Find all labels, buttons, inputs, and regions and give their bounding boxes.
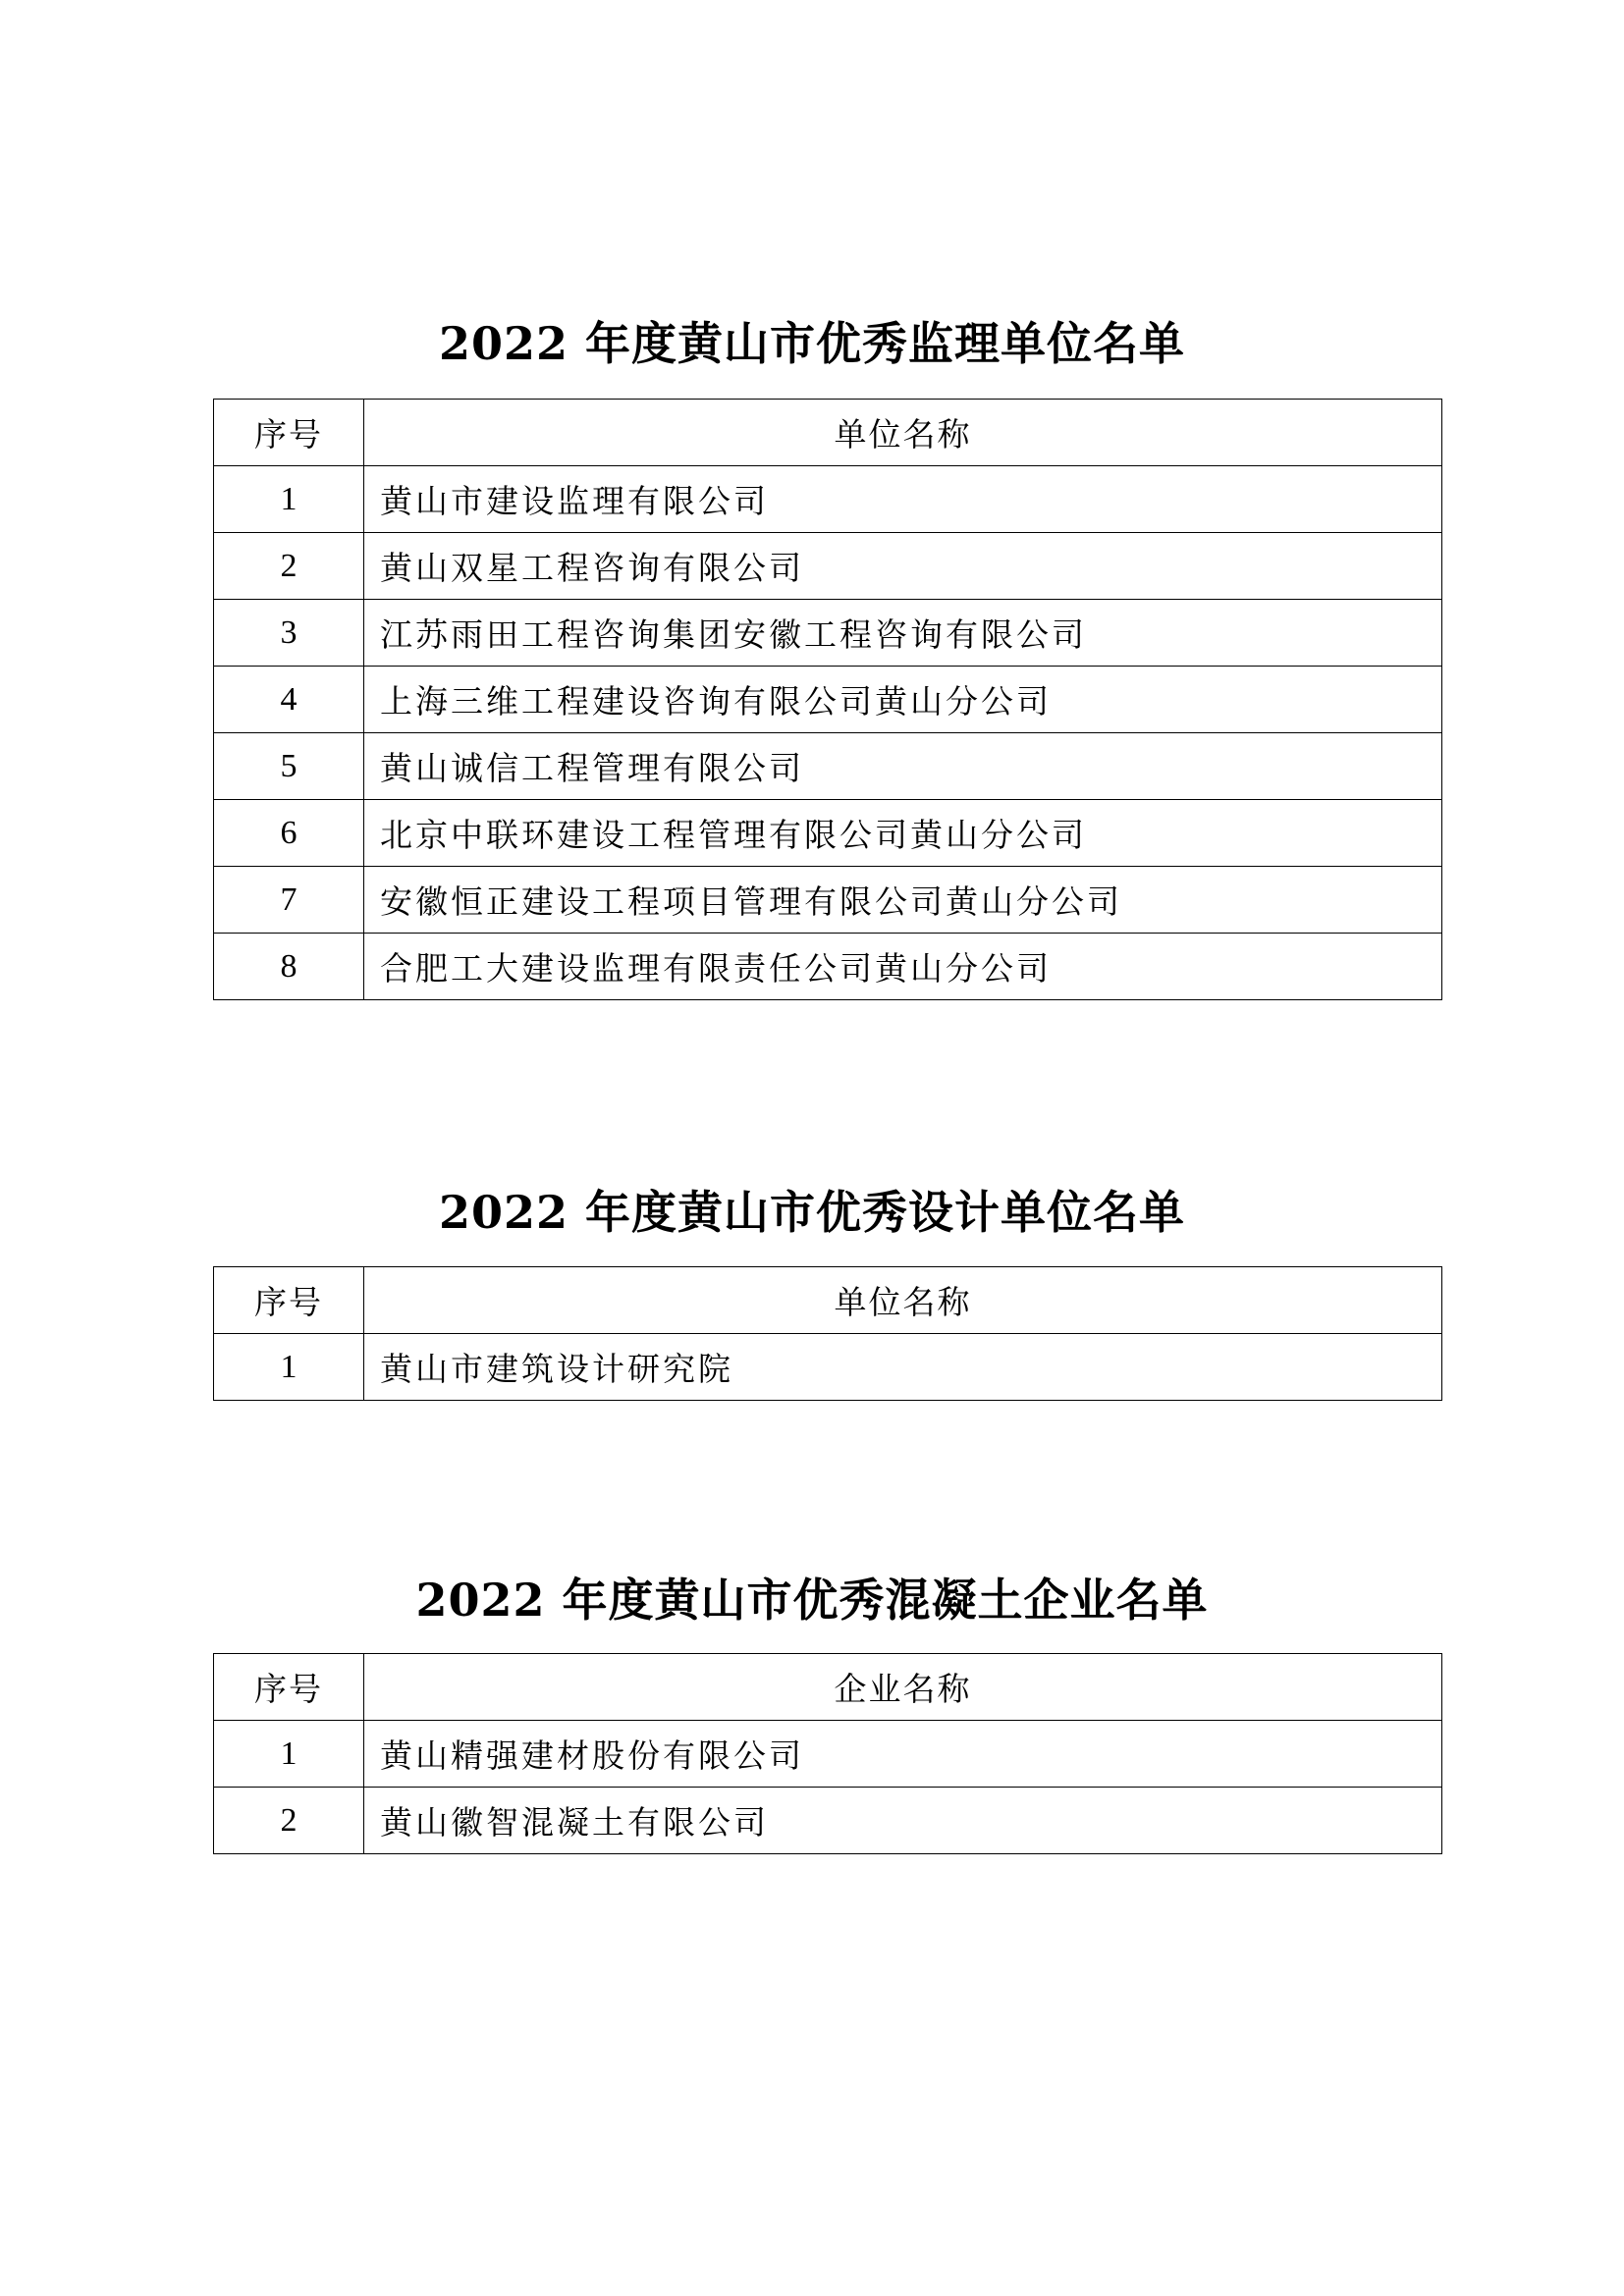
column-header-unit-name: 单位名称	[364, 400, 1442, 466]
row-number: 7	[214, 867, 364, 934]
concrete-enterprises-table	[213, 1653, 1442, 1854]
table-row	[214, 934, 1442, 1000]
column-header-enterprise-name: 企业名称	[364, 1654, 1442, 1721]
row-number: 2	[214, 1788, 364, 1854]
unit-name: 北京中联环建设工程管理有限公司黄山分公司	[364, 800, 1442, 867]
row-number: 5	[214, 733, 364, 800]
table-row	[214, 1334, 1442, 1401]
table-row	[214, 800, 1442, 867]
row-number: 3	[214, 600, 364, 667]
supervision-units-table	[213, 399, 1442, 1000]
column-header-number: 序号	[214, 1654, 364, 1721]
table-row	[214, 733, 1442, 800]
table-header-row	[214, 1654, 1442, 1721]
table-row	[214, 1788, 1442, 1854]
unit-name: 黄山市建筑设计研究院	[364, 1334, 1442, 1401]
row-number: 6	[214, 800, 364, 867]
section-title-design: 2022 年度黄山市优秀设计单位名单	[438, 1186, 1186, 1239]
unit-name: 合肥工大建设监理有限责任公司黄山分公司	[364, 934, 1442, 1000]
row-number: 2	[214, 533, 364, 600]
unit-name: 黄山市建设监理有限公司	[364, 466, 1442, 533]
table-row	[214, 533, 1442, 600]
row-number: 4	[214, 667, 364, 733]
table-row	[214, 466, 1442, 533]
unit-name: 黄山诚信工程管理有限公司	[364, 733, 1442, 800]
column-header-unit-name: 单位名称	[364, 1267, 1442, 1334]
column-header-number: 序号	[214, 1267, 364, 1334]
table-row	[214, 867, 1442, 934]
section-title-supervision: 2022 年度黄山市优秀监理单位名单	[438, 317, 1186, 370]
unit-name: 上海三维工程建设咨询有限公司黄山分公司	[364, 667, 1442, 733]
table-row	[214, 667, 1442, 733]
row-number: 1	[214, 466, 364, 533]
table-header-row	[214, 400, 1442, 466]
row-number: 1	[214, 1334, 364, 1401]
row-number: 8	[214, 934, 364, 1000]
unit-name: 黄山双星工程咨询有限公司	[364, 533, 1442, 600]
column-header-number: 序号	[214, 400, 364, 466]
enterprise-name: 黄山精强建材股份有限公司	[364, 1721, 1442, 1788]
table-row	[214, 1721, 1442, 1788]
row-number: 1	[214, 1721, 364, 1788]
unit-name: 安徽恒正建设工程项目管理有限公司黄山分公司	[364, 867, 1442, 934]
table-row	[214, 600, 1442, 667]
unit-name: 江苏雨田工程咨询集团安徽工程咨询有限公司	[364, 600, 1442, 667]
table-header-row	[214, 1267, 1442, 1334]
design-units-table	[213, 1266, 1442, 1401]
enterprise-name: 黄山徽智混凝土有限公司	[364, 1788, 1442, 1854]
section-title-concrete: 2022 年度黄山市优秀混凝土企业名单	[415, 1574, 1209, 1627]
